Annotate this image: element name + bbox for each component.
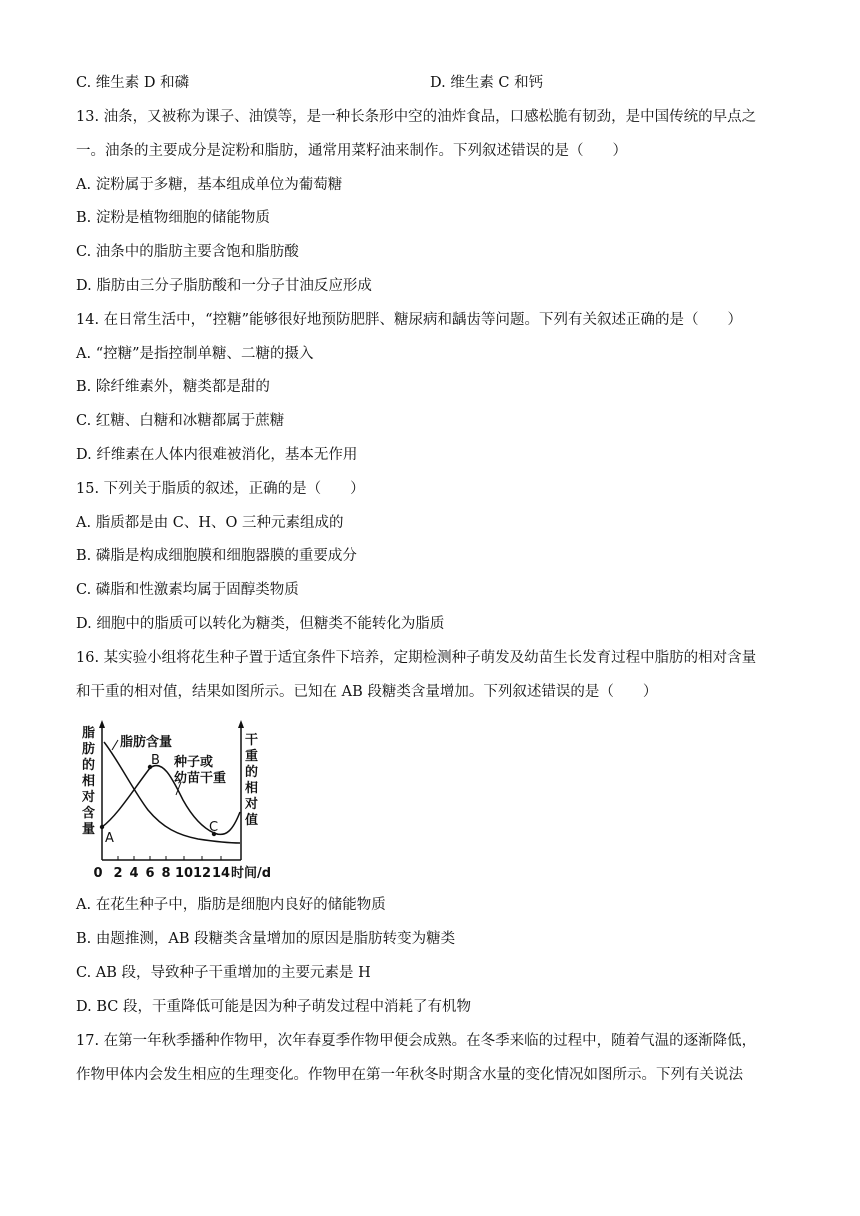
point-a-marker	[100, 825, 104, 829]
left-axis-char: 相	[82, 774, 96, 789]
point-b-label: B	[151, 753, 160, 768]
q17-stem-line1: 17. 在第一年秋季播种作物甲，次年春夏季作物甲便会成熟。在冬季来临的过程中，随着气温的逐渐降低，	[76, 1033, 757, 1049]
x-tick-label: 10	[174, 866, 194, 881]
point-a-label: A	[105, 831, 114, 846]
right-axis-char: 值	[245, 813, 259, 828]
x-tick-label: 6	[145, 866, 155, 881]
q16-option-d: D. BC 段，干重降低可能是因为种子萌发过程中消耗了有机物	[76, 999, 471, 1015]
q16-option-a: A. 在花生种子中，脂肪是细胞内良好的储能物质	[76, 897, 386, 913]
x-tick-label: 8	[161, 866, 171, 881]
x-tick-label: 0	[93, 866, 103, 881]
q16-option-c: C. AB 段，导致种子干重增加的主要元素是 H	[76, 965, 371, 981]
q16-figure	[78, 720, 298, 889]
point-c-label: C	[209, 820, 219, 835]
q16-stem-line2: 和干重的相对值，结果如图所示。已知在 AB 段糖类含量增加。下列叙述错误的是（ ）	[76, 684, 658, 700]
left-axis-char: 对	[82, 790, 96, 805]
q17-stem-line2: 作物甲体内会发生相应的生理变化。作物甲在第一年秋冬时期含水量的变化情况如图所示。下列有关说法	[76, 1067, 743, 1083]
q16-option-b: B. 由题推测，AB 段糖类含量增加的原因是脂肪转变为糖类	[76, 931, 456, 947]
q13-option-c: C. 油条中的脂肪主要含饱和脂肪酸	[76, 244, 299, 260]
right-axis-char: 重	[245, 749, 259, 764]
q12-option-d: D. 维生素 C 和钙	[430, 75, 544, 91]
fat-content-curve	[104, 742, 240, 843]
left-axis-char: 肪	[82, 742, 96, 757]
right-axis-arrow	[238, 720, 244, 728]
right-axis-char: 对	[245, 797, 259, 812]
right-axis-char: 相	[245, 781, 259, 796]
q13-option-a: A. 淀粉属于多糖，基本组成单位为葡萄糖	[76, 177, 343, 193]
left-axis-char: 含	[82, 806, 96, 821]
q16-stem-line1: 16. 某实验小组将花生种子置于适宜条件下培养，定期检测种子萌发及幼苗生长发育过程中脂肪的相对含量	[76, 650, 757, 666]
dry-weight-label-line2: 幼苗干重	[174, 771, 227, 786]
dry-weight-label-line1: 种子或	[174, 755, 214, 770]
left-axis-char: 量	[82, 822, 96, 837]
q16-figure-svg	[78, 720, 298, 885]
fat-leader	[112, 740, 118, 750]
x-tick-label: 2	[113, 866, 123, 881]
q14-option-a: A. “控糖”是指控制单糖、二糖的摄入	[76, 346, 314, 362]
q14-stem: 14. 在日常生活中，“控糖”能够很好地预防肥胖、糖尿病和龋齿等问题。下列有关叙述正确的是（ ）	[76, 312, 742, 328]
left-axis-arrow	[99, 720, 105, 728]
q13-option-d: D. 脂肪由三分子脂肪酸和一分子甘油反应形成	[76, 278, 372, 294]
q14-option-d: D. 纤维素在人体内很难被消化，基本无作用	[76, 447, 358, 463]
fat-curve-label: 脂肪含量	[120, 735, 173, 750]
q15-option-b: B. 磷脂是构成细胞膜和细胞器膜的重要成分	[76, 548, 357, 564]
q12-option-c: C. 维生素 D 和磷	[76, 75, 190, 91]
left-axis-char: 脂	[82, 726, 96, 741]
q13-option-b: B. 淀粉是植物细胞的储能物质	[76, 210, 270, 226]
q14-option-b: B. 除纤维素外，糖类都是甜的	[76, 379, 270, 395]
q15-stem: 15. 下列关于脂质的叙述，正确的是（ ）	[76, 481, 365, 497]
right-axis-char: 的	[245, 765, 259, 780]
q13-stem-line2: 一。油条的主要成分是淀粉和脂肪，通常用菜籽油来制作。下列叙述错误的是（ ）	[76, 143, 627, 159]
q15-option-a: A. 脂质都是由 C、H、O 三种元素组成的	[76, 515, 344, 531]
q15-option-d: D. 细胞中的脂质可以转化为糖类，但糖类不能转化为脂质	[76, 616, 445, 632]
q13-stem-line1: 13. 油条，又被称为课子、油馍等，是一种长条形中空的油炸食品，口感松脆有韧劲，是中国传统的早点之	[76, 109, 757, 125]
left-axis-char: 的	[82, 758, 96, 773]
q14-option-c: C. 红糖、白糖和冰糖都属于蔗糖	[76, 413, 285, 429]
x-tick-label: 12	[192, 866, 212, 881]
x-tick-label: 4	[129, 866, 139, 881]
q15-option-c: C. 磷脂和性激素均属于固醇类物质	[76, 582, 299, 598]
x-tick-label: 14	[211, 866, 231, 881]
x-axis-label: 时间/d	[231, 866, 272, 881]
right-axis-char: 干	[245, 733, 259, 748]
